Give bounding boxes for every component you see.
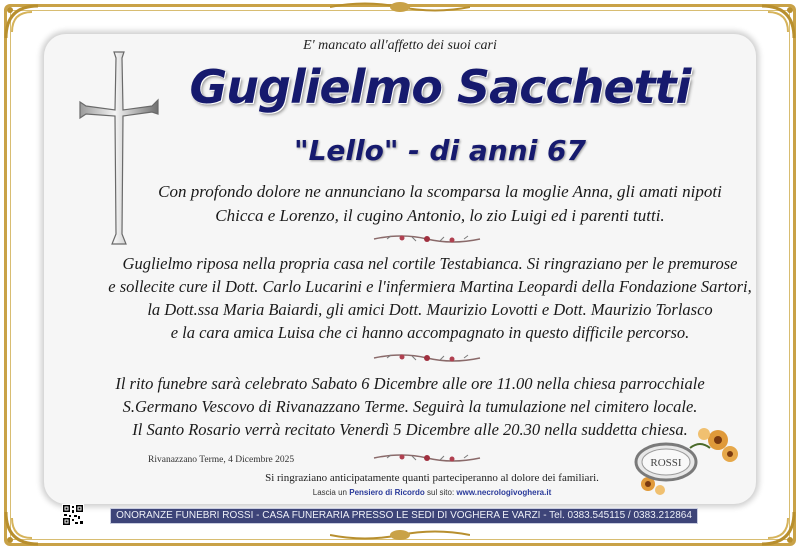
announcement-paragraph [120,180,760,228]
logo-text: ROSSI [650,457,682,469]
text-line: Guglielmo riposa nella propria casa nel cortile Testabianca. Si ringraziano per le premurose [122,254,738,273]
nickname-age: "Lello" - di anni 67 [293,134,587,167]
text-line: Il Santo Rosario verrà recitato Venerdì 5 Dicembre alle 20.30 nella suddetta chiesa. [132,420,688,439]
text-line: la Dott.ssa Maria Baiardi, gli amici Dott. Maurizio Lovotti e Dott. Maurizio Torlasco [147,300,713,319]
link-prefix: Lascia un [312,488,347,497]
rossi-logo [630,426,742,498]
text-line: S.Germano Vescovo di Rivanazzano Terme. Seguirà la tumulazione nel cimitero locale. [122,397,698,416]
place-date: Rivanazzano Terme, 4 Dicembre 2025 [148,455,295,465]
footer-bar: ONORANZE FUNEBRI ROSSI - CASA FUNERARIA PRESSO LE SEDI DI VOGHERA E VARZI - Tel. 0383.545115 / 0383.212864 [110,508,698,524]
bottom-ornament-icon [330,528,470,542]
floral-divider-icon [372,452,482,464]
corner-ornament-icon [758,2,798,42]
thanks-paragraph [100,252,760,344]
text-line: Chicca e Lorenzo, il cugino Antonio, lo zio Luigi ed i parenti tutti. [215,206,665,225]
funeral-paragraph [100,372,720,441]
deceased-name: Guglielmo Sacchetti [189,60,691,114]
website-link[interactable]: www.necrologivoghera.it [456,488,552,497]
corner-ornament-icon [758,508,798,548]
final-thanks: Si ringraziano anticipatamente quanti parteciperanno al dolore dei familiari. [265,472,599,484]
link-middle: sul sito: [427,488,455,497]
text-line: e sollecite cure il Dott. Carlo Lucarini e l'infermiera Martina Leopardi della Fondazione Sartori, [108,277,752,296]
qr-code-icon[interactable] [62,504,84,526]
text-line: Con profondo dolore ne annunciano la scomparsa la moglie Anna, gli amati nipoti [158,182,722,201]
floral-divider-icon [372,352,482,364]
memory-link[interactable]: Pensiero di Ricordo [349,488,425,497]
top-ornament-icon [330,0,470,14]
text-line: e la cara amica Luisa che ci hanno accompagnato in questo difficile percorso. [170,323,690,342]
intro-line: E' mancato all'affetto dei suoi cari [303,38,497,53]
floral-divider-icon [372,233,482,245]
corner-ornament-icon [2,508,42,548]
text-line: Il rito funebre sarà celebrato Sabato 6 Dicembre alle ore 11.00 nella chiesa parrocchiale [115,374,705,393]
corner-ornament-icon [2,2,42,42]
